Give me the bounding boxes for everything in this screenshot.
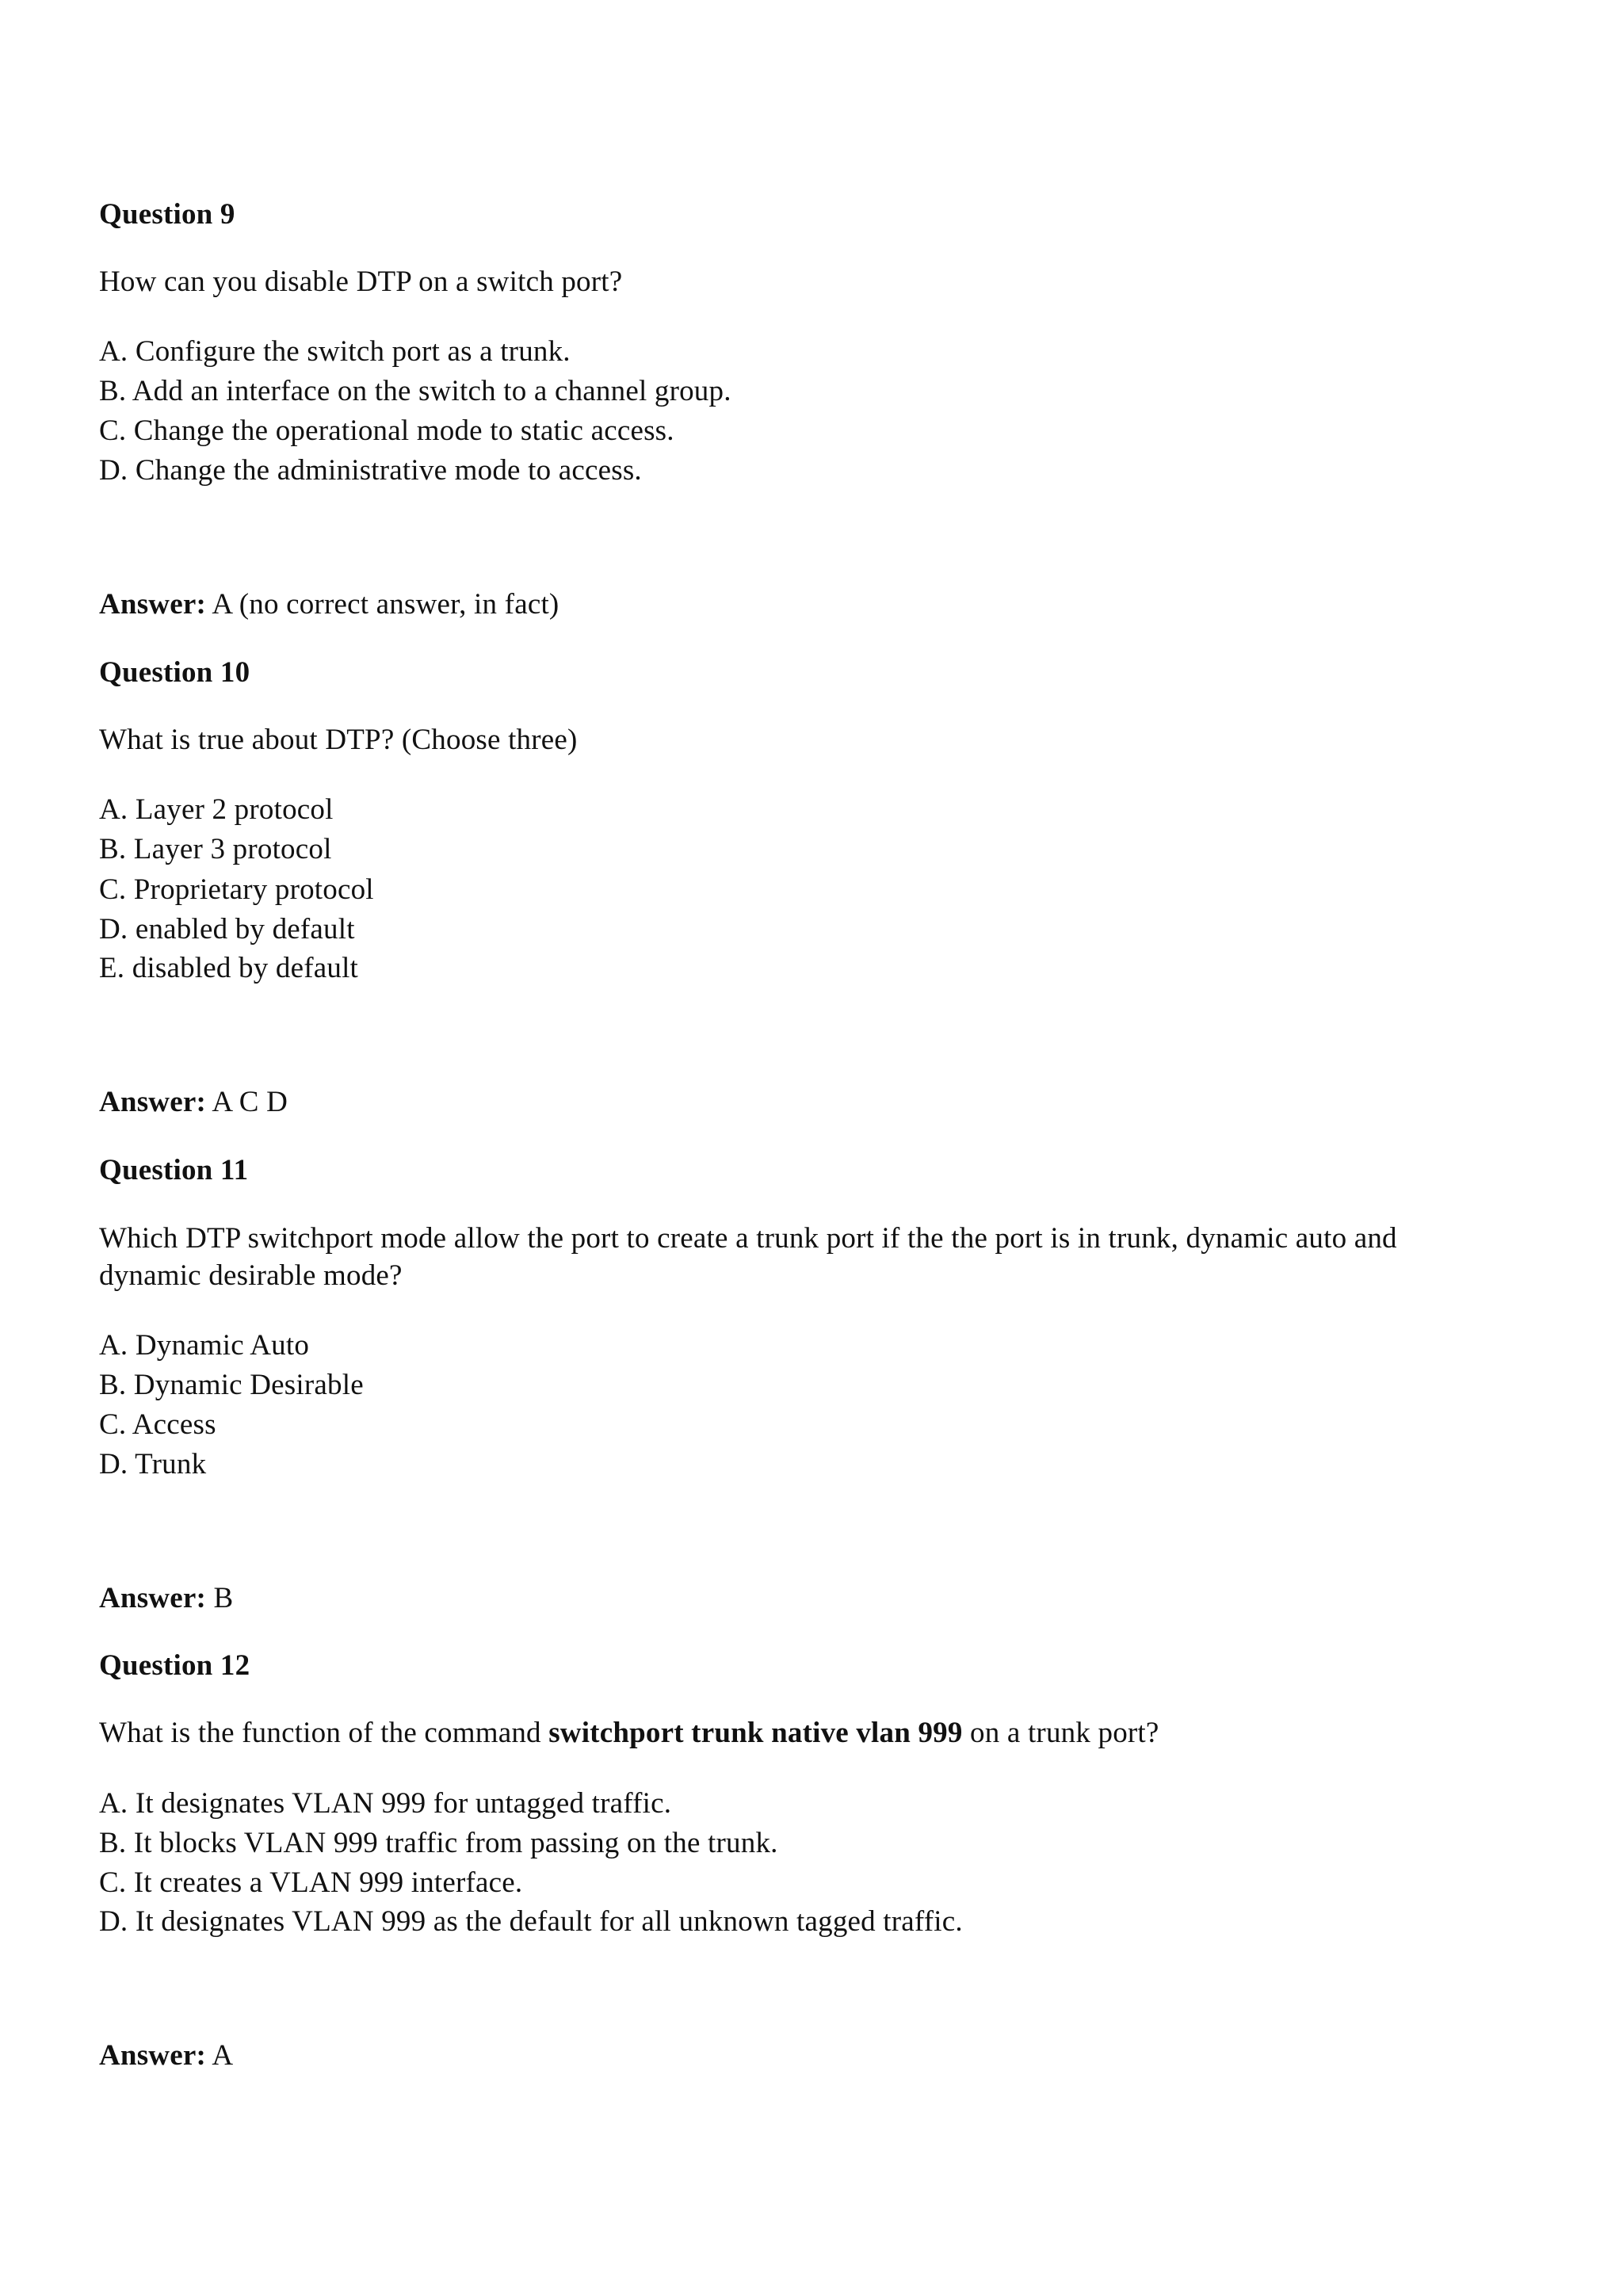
question-11-prompt-line-2: dynamic desirable mode? <box>99 1259 403 1292</box>
question-12-prompt <box>99 1715 1159 1752</box>
question-9-option-d: D. Change the administrative mode to access. <box>99 454 642 487</box>
question-12-option-c: C. It creates a VLAN 999 interface. <box>99 1866 523 1899</box>
question-10-option-b: B. Layer 3 protocol <box>99 833 332 865</box>
question-10-option-c: C. Proprietary protocol <box>99 873 374 906</box>
question-11-heading: Question 11 <box>99 1154 249 1186</box>
question-12-answer <box>99 2038 233 2074</box>
question-12-option-b: B. It blocks VLAN 999 traffic from passing on the trunk. <box>99 1827 778 1859</box>
question-11-prompt-line-1: Which DTP switchport mode allow the port to create a trunk port if the the port is in trunk, dynamic auto and <box>99 1222 1397 1255</box>
question-11-option-b: B. Dynamic Desirable <box>99 1369 364 1401</box>
answer-value: A <box>212 2039 234 2072</box>
answer-value: B <box>213 1582 234 1614</box>
question-12-prompt-after: on a trunk port? <box>962 1717 1159 1749</box>
command-text: switchport trunk native vlan 999 <box>548 1717 963 1749</box>
question-9-heading: Question 9 <box>99 198 235 231</box>
question-10-answer <box>99 1084 288 1121</box>
question-11-option-a: A. Dynamic Auto <box>99 1329 310 1362</box>
question-9-option-c: C. Change the operational mode to static access. <box>99 415 674 447</box>
question-10-option-d: D. enabled by default <box>99 913 355 946</box>
answer-label: Answer: <box>99 1086 206 1118</box>
question-12-option-d: D. It designates VLAN 999 as the default for all unknown tagged traffic. <box>99 1905 963 1938</box>
question-12-heading: Question 12 <box>99 1649 250 1682</box>
question-10-option-a: A. Layer 2 protocol <box>99 793 334 826</box>
question-11-answer <box>99 1580 233 1617</box>
question-9-answer <box>99 586 559 623</box>
question-9-option-a: A. Configure the switch port as a trunk. <box>99 335 571 368</box>
answer-label: Answer: <box>99 2039 206 2072</box>
question-10-heading: Question 10 <box>99 656 250 689</box>
answer-label: Answer: <box>99 588 206 621</box>
question-9-prompt: How can you disable DTP on a switch port? <box>99 266 623 298</box>
question-10-prompt: What is true about DTP? (Choose three) <box>99 724 578 756</box>
question-12-prompt-before: What is the function of the command <box>99 1717 549 1749</box>
answer-value: A (no correct answer, in fact) <box>212 588 559 621</box>
question-12-option-a: A. It designates VLAN 999 for untagged traffic. <box>99 1787 672 1820</box>
question-11-option-d: D. Trunk <box>99 1448 207 1480</box>
question-9-option-b: B. Add an interface on the switch to a channel group. <box>99 375 731 407</box>
answer-value: A C D <box>212 1086 288 1118</box>
question-11-option-c: C. Access <box>99 1408 216 1441</box>
answer-label: Answer: <box>99 1582 206 1614</box>
question-10-option-e: E. disabled by default <box>99 952 359 984</box>
